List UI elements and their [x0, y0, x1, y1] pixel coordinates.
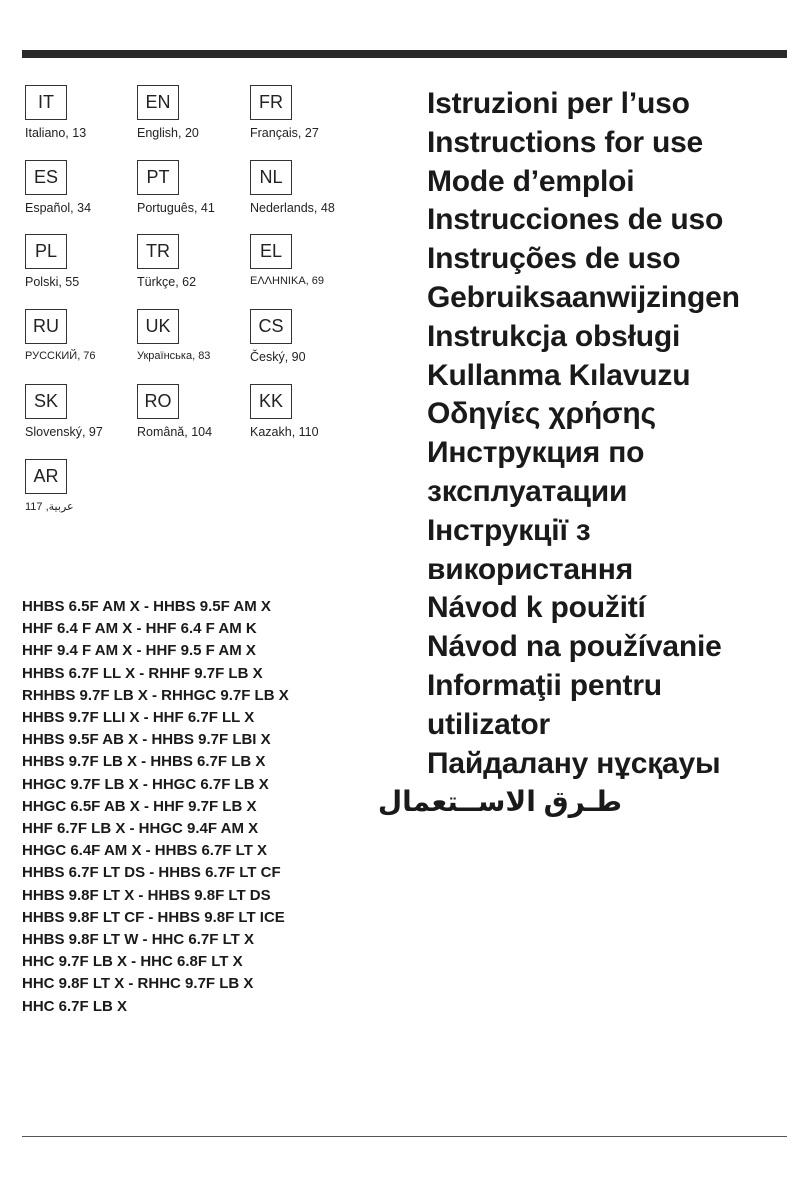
model-line: HHGC 6.5F AB X - HHF 9.7F LB X	[22, 797, 257, 815]
model-line: HHBS 9.8F LT W - HHC 6.7F LT X	[22, 931, 254, 949]
title-ru-line2: зксплуатации	[427, 474, 628, 508]
model-line: HHBS 9.8F LT X - HHBS 9.8F LT DS	[22, 886, 271, 904]
lang-page-ref: Nederlands, 48	[250, 201, 335, 215]
title-en: Instructions for use	[427, 125, 704, 159]
lang-code-box: NL	[250, 160, 292, 195]
lang-page-ref: Українська, 83	[137, 350, 211, 362]
lang-code-box: AR	[25, 459, 67, 494]
lang-page-ref: РУССКИЙ, 76	[25, 350, 96, 362]
lang-page-ref: عربية, 117	[25, 501, 74, 513]
model-line: HHF 6.7F LB X - HHGC 9.4F AM X	[22, 820, 259, 838]
lang-item-en[interactable]	[137, 85, 247, 140]
lang-code-box: SK	[25, 384, 67, 419]
title-uk-line1: Інструкції з	[427, 513, 591, 547]
lang-code-box: EL	[250, 234, 292, 269]
title-sk: Návod na používanie	[427, 630, 722, 664]
lang-code-box: PT	[137, 160, 179, 195]
lang-code-box: TR	[137, 234, 179, 269]
lang-item-ru[interactable]	[25, 309, 135, 362]
title-tr: Kullanma Kılavuzu	[427, 358, 691, 392]
lang-page-ref: Español, 34	[25, 201, 92, 215]
title-ro-line2: utilizator	[427, 707, 550, 741]
lang-code-box: FR	[250, 85, 292, 120]
lang-code-box: ES	[25, 160, 67, 195]
lang-item-kk[interactable]	[250, 384, 360, 439]
model-line: RHHBS 9.7F LB X - RHHGC 9.7F LB X	[22, 686, 289, 704]
lang-item-it[interactable]	[25, 85, 135, 140]
model-list	[22, 596, 382, 1018]
lang-page-ref: Slovenský, 97	[25, 425, 103, 439]
lang-item-pl[interactable]	[25, 234, 135, 289]
model-line: HHF 9.4 F AM X - HHF 9.5 F AM X	[22, 642, 256, 660]
title-cs: Návod k použití	[427, 591, 646, 625]
title-ro-line1: Informaţii pentru	[427, 668, 662, 702]
lang-item-pt[interactable]	[137, 160, 247, 215]
top-rule	[22, 50, 787, 58]
lang-page-ref: Italiano, 13	[25, 126, 87, 140]
title-es: Instrucciones de uso	[427, 203, 724, 237]
lang-page-ref: Português, 41	[137, 201, 215, 215]
title-pl: Instrukcja obsługi	[427, 319, 681, 353]
lang-item-el[interactable]	[250, 234, 360, 287]
model-line: HHC 9.8F LT X - RHHC 9.7F LB X	[22, 975, 254, 993]
lang-item-tr[interactable]	[137, 234, 247, 289]
bottom-rule	[22, 1136, 787, 1137]
lang-page-ref: Français, 27	[250, 126, 319, 140]
lang-code-box: RO	[137, 384, 179, 419]
lang-code-box: RU	[25, 309, 67, 344]
model-line: HHC 9.7F LB X - HHC 6.8F LT X	[22, 953, 243, 971]
title-nl: Gebruiksaanwijzingen	[427, 280, 740, 314]
model-line: HHBS 6.7F LL X - RHHF 9.7F LB X	[22, 664, 263, 682]
lang-page-ref: Română, 104	[137, 425, 213, 439]
lang-item-ro[interactable]	[137, 384, 247, 439]
lang-page-ref: ΕΛΛΗΝΙΚΑ, 69	[250, 275, 324, 287]
model-line: HHC 6.7F LB X	[22, 997, 128, 1015]
multilingual-title-block	[377, 85, 802, 822]
lang-page-ref: Polski, 55	[25, 275, 80, 289]
lang-code-box: UK	[137, 309, 179, 344]
lang-item-ar[interactable]	[25, 459, 135, 513]
lang-code-box: CS	[250, 309, 292, 344]
lang-item-sk[interactable]	[25, 384, 135, 439]
model-line: HHBS 9.7F LB X - HHBS 6.7F LB X	[22, 753, 266, 771]
title-it: Istruzioni per l’uso	[427, 87, 690, 120]
title-el: Οδηγίες χρήσης	[427, 397, 656, 431]
model-line: HHBS 9.8F LT CF - HHBS 9.8F LT ICE	[22, 908, 285, 926]
model-line: HHGC 9.7F LB X - HHGC 6.7F LB X	[22, 775, 269, 793]
language-index	[25, 85, 365, 525]
title-fr: Mode d’emploi	[427, 164, 635, 198]
title-uk-line2: використання	[427, 552, 634, 586]
title-ar: طـرق الاســتعمال	[377, 786, 622, 818]
lang-code-box: PL	[25, 234, 67, 269]
lang-page-ref: Türkçe, 62	[137, 275, 197, 289]
model-line: HHBS 9.7F LLI X - HHF 6.7F LL X	[22, 709, 255, 727]
title-ru-line1: Инструкция по	[427, 436, 645, 470]
lang-item-fr[interactable]	[250, 85, 360, 140]
lang-item-es[interactable]	[25, 160, 135, 215]
model-line: HHF 6.4 F AM X - HHF 6.4 F AM K	[22, 620, 257, 638]
lang-code-box: IT	[25, 85, 67, 120]
lang-item-cs[interactable]	[250, 309, 360, 364]
lang-page-ref: English, 20	[137, 126, 199, 140]
model-line: HHBS 6.5F AM X - HHBS 9.5F AM X	[22, 598, 271, 615]
title-pt: Instruções de uso	[427, 242, 681, 276]
model-line: HHGC 6.4F AM X - HHBS 6.7F LT X	[22, 842, 268, 860]
model-line: HHBS 6.7F LT DS - HHBS 6.7F LT CF	[22, 864, 281, 882]
model-line: HHBS 9.5F AB X - HHBS 9.7F LBI X	[22, 731, 271, 749]
title-kk: Пайдалану нұсқауы	[427, 746, 721, 780]
lang-code-box: EN	[137, 85, 179, 120]
lang-item-uk[interactable]	[137, 309, 247, 362]
lang-item-nl[interactable]	[250, 160, 360, 215]
lang-code-box: KK	[250, 384, 292, 419]
lang-page-ref: Kazakh, 110	[250, 425, 319, 439]
lang-page-ref: Český, 90	[250, 350, 306, 364]
